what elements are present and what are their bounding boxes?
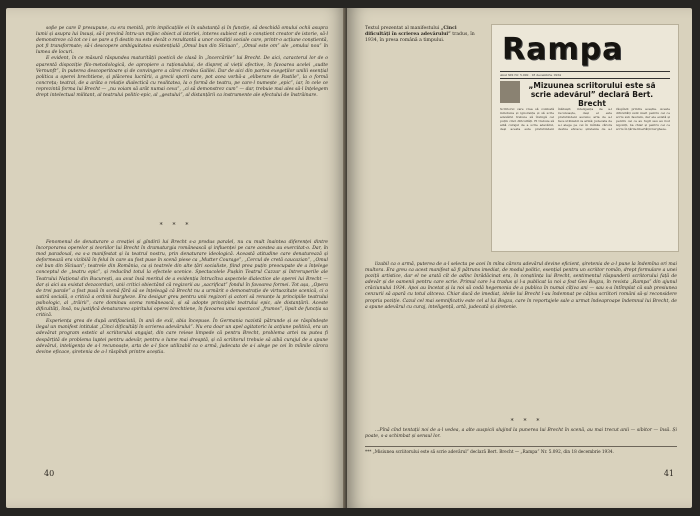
clipping-headline: „Mizuunea scriitorului este să scrie adevărul” declară Bert. Brecht — [528, 81, 656, 108]
right-paragraph-1: lizabil ca o armă, puterea de a-l selecta pe acei în mîna cărora adevărul devine eficient, șiretenia de a-l pune la îndemîna ori mai multora. Era greu ca acest manifest să fi pătruns imediat, de modul politic, esențial pentru un scriitor român, drept formulare a unei poziții artistice, dar el ne arată cît de adînc înrădăcinat era, în conștiința lui Brecht, sentimentul răspunderii scriitorului față de adevăr și de oamenii pentru care scrie. Primul care l-a tradus și l-a publicat la noi a fost Geo Bogza, în revista „Rampa” din ajunul crăciunului 1934. Apoi au încetat și la noi să codă hegemonia de a publica în numai cîțiva ani — sau s-a întîmplat că sub presiunea cenzurii să apară cu totul altceva. Chiar dacă de imediat, ideile lui Brecht l-au îndemnat pe câțiva scriitori români să-și reconsidere propria poziție. Cazul cel mai semnificativ este cel al lui Bogza, care în reportajele sale a urmat îndeaproape îndemnul lui Brecht, de a spune adevărul cu curaj, inteligență, artă, judecată și șiretenie. — [365, 262, 677, 310]
right-body-text-end — [365, 428, 677, 440]
caption-lead: Textul prezentat al manifestului — [365, 26, 440, 31]
right-paragraph-2: ...Pînă cînd tentații noi de a-l vedea, a alte auspicii slujind la punerea lui Brecht în scenă, au mai trecut anii — sibitor — însă. Și poate, s-a schimbat și sensul lor. — [365, 428, 677, 440]
left-body-text-top — [36, 26, 328, 99]
section-separator-left: * * * — [159, 222, 193, 229]
clipping-columns: Scriitorul care vrea să combată minciuna și ignoranța și să scrie adevărul trebuie să învingă cel puțin cinci dificultăți. El trebuie să aibă curajul de a scrie adevărul, deși acesta este pretutindeni înăbușit; inteligența de a-l recunoaște, deși el este pretutindeni ascuns; arta de a-l face utilizabil ca armă; judecata de a-i alege pe cei în mîinile cărora devine eficace; șiretenia de a-l răspîndi printre aceștia. Aceste dificultăți sunt mari pentru cei ce scriu sub fascism, dar ele există și pentru cei ce au fugit sau au fost izgoniți, ba chiar și pentru cei ce scriu în țările libertății burgheze. — [500, 107, 670, 131]
clipping-date-line: Anul XIX Nr. 5.092 · 18 decembrie 1934 — [500, 71, 670, 79]
left-body-text-bottom — [36, 240, 328, 356]
left-page-number: 40 — [44, 469, 55, 478]
clipping-photo — [500, 81, 520, 103]
footnote: *** „Misiunea scriitorului este să scrie adevărul” declară Bert. Brecht — „Rampa” Nr. 5.092, din 18 decembrie 1934. — [365, 446, 677, 455]
right-body-text — [365, 262, 677, 311]
left-paragraph-1: soße pe care îl presupune, cu era menită, prin implicațiile ei în substanță și în funcție, să deschidă omului ochii asupra lumii și asupra lui însuși, să-l prevină întru-un mijloc obiect al istoriei, interes subiect ești o conștient creator de istorie, să-l demonstreze că tot ce i se pare a fi destin nu este decât o rezultantă a unor condiții sociale care, printr-o acțiune conștientă, pot fi transformate; să-i descopere ambiguitatea existențială „Omul bun din Sîciuan”, „Omul este om” ale „omului nou” în lumea de locuri. — [36, 26, 328, 56]
newspaper-clipping — [491, 24, 679, 252]
right-page — [347, 8, 692, 508]
rampa-logo: Rampa — [502, 32, 624, 67]
right-page-number: 41 — [663, 469, 674, 478]
figure-caption — [365, 26, 481, 44]
caption-title: „Cinci dificultăți în scrierea adevărului” — [365, 26, 457, 37]
caption-rest: tradus, în 1934, în presa română a timpului. — [365, 32, 475, 43]
left-page — [6, 8, 346, 508]
left-paragraph-3: Fenomenul de denaturare a creației și gîndirii lui Brecht s-a produs paralel, nu cu mult înaintea diferenței dintre încorporarea operelor și teoriilor lui Brecht în dramaturgia românească și influenței pe care acestea au exercitat-o. Dar, în mod paradoxal, ea s-a manifestat și la teatrul nostru, prin denaturare ideologică. Această atitudine care denaturează și deformează era vizibilă în felul în care au fost puse în scenă piese ca „Mutter Courage”, „Cercul de cretă caucazian”, „Omul cel bun din Sîciuan”; teatrele din România, ca și teatrele din alte țări socialiste, fiind prea puțin preocupate de a înțelege conceptul de „teatru epic”, și reducînd totul la efectele scenice. Spectacolele Pușkin Teatrul Cazzar și întreruperile ale Teatrului Național din București, au avut însă meritul de a evidenția întrucîtva aspectele dialectice ale operei lui Brecht — dar și aici au existat dezacorduri, unii critici obiectând că regizorii au „sacrificat” fondul în favoarea formei. Tot așa, „Opera de trei parale” a fost pusă în scenă fără să se înțeleagă că Brecht nu a urmărit o demonstrație de virtuozitate scenică, ci o satiră socială, o critică a ordinii burgheze. Era desigur greu pentru unii regizori și actori să renunțe la principiile teatrului psihologic, al „trăirii”, care dominau scena românească, și să adopte principiile teatrului epic, ale distanțării. Aceste dificultăți, însă, nu justifică denaturarea spiritului operei brechtiene, în favoarea unui spectacol „frumos”, lipsit de funcția sa critică. — [36, 240, 328, 319]
left-paragraph-4: Experiența grea de după antifascistă, în anii de exil, abia începuse. În Germania nazistă pătrunde și se răspîndește ilegal un manifest intitulat „Cinci dificultăți în scrierea adevărului”. Nu era doar un apel agitatoric la acțiune politică, era un adevărat program estetic al scriitorului angajat, din care reiese limpede că pentru Brecht, problema artei nu putea fi despărțită de problema luptei pentru adevăr, pentru o lume mai dreaptă, și că scriitorul trebuie să aibă curajul de a spune adevărul, inteligența de a-l recunoaște, arta de a-l face utilizabil ca o armă, judecata de a-i alege pe cei în mîinile cărora devine eficace, șiretenia de a-l răspîndi printre aceștia. — [36, 319, 328, 355]
section-separator-right: * * * — [510, 418, 544, 425]
left-paragraph-2: E evident, în ce măsură răspundea maturității poeticii de clasă în „încercările” lui Brecht. De aici, caracterul lor de o aparentă dispoziție filo-metodologică, de apropiere a raționalului, de dispreț al vieții afective, în favoarea acelei „sudte Vernunft”, în puterea descoperitoare și de convingere a cărei credea Galilei. Dar de aici din partea exegeților unilii esențial politica a operei brechtiene, și plăcerea lucrării, a grecii sporii care, pot acea vorbă-a „eliberare de Pastile”, la o formă concreța; teatral, de a arăta o relație dialectică cu realitatea, la o formă de teatru, pe care-l numește „epic”, iar, în cele ce reprezintă forma lui Brecht — „nu voiam să arăt numai ceva”, „ci să demonstrez cum” — dar, trebuie mai ales să-l înțelegem drept intelectual militant, al teatrului politic-epic, al „gestului”, al distanțării ca instrumente ale efectului de înstrăinare. — [36, 56, 328, 99]
